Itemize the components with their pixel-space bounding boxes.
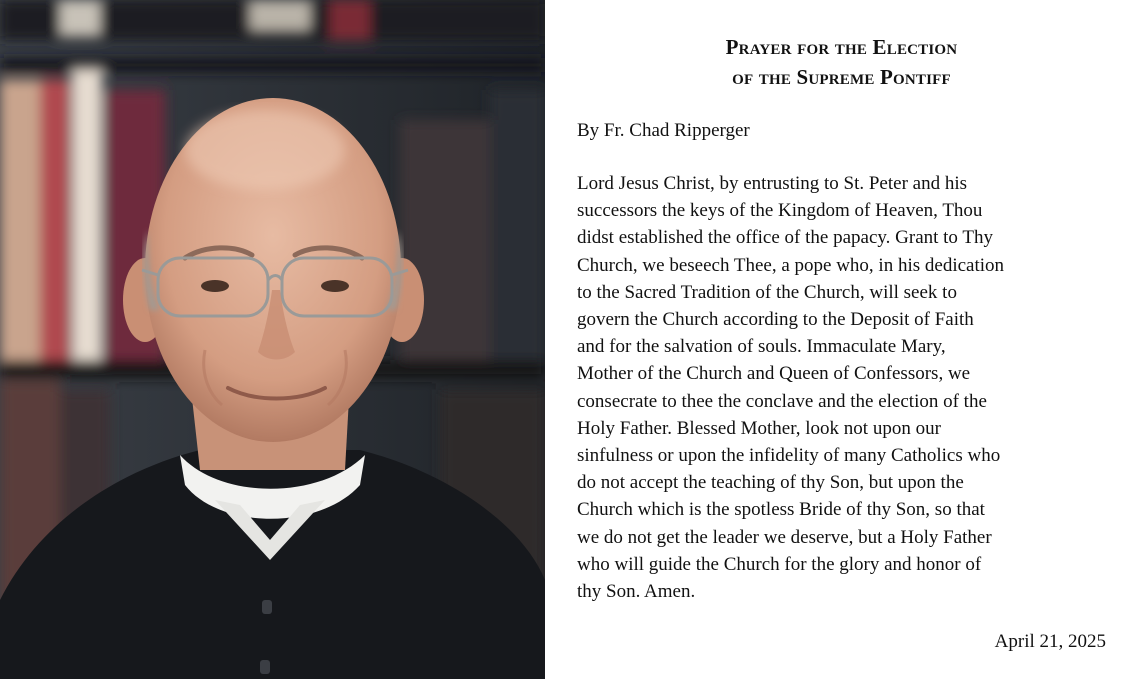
prayer-line: Church, we beseech Thee, a pope who, in his dedication xyxy=(577,254,1005,276)
prayer-line: sinfulness or upon the infidelity of many Catholics who xyxy=(577,445,1001,467)
right-eye xyxy=(321,280,349,292)
prayer-line: and for the salvation of souls. Immaculate Mary, xyxy=(577,336,946,358)
title-line-2: of the Supreme Pontiff xyxy=(732,65,951,89)
portrait-illustration xyxy=(0,0,545,679)
prayer-line: successors the keys of the Kingdom of Heaven, Thou xyxy=(577,200,983,222)
cassock-button xyxy=(260,660,270,674)
left-eye xyxy=(201,280,229,292)
prayer-line: thy Son. Amen. xyxy=(577,581,696,603)
prayer-line: we do not get the leader we deserve, but a Holy Father xyxy=(577,526,992,548)
prayer-line: Mother of the Church and Queen of Confessors, we xyxy=(577,363,971,385)
priest-portrait-photo xyxy=(0,0,545,679)
prayer-body xyxy=(577,170,1112,605)
prayer-line: Holy Father. Blessed Mother, look not upon our xyxy=(577,417,941,439)
title-line-1: Prayer for the Election xyxy=(725,35,958,59)
prayer-line: to the Sacred Tradition of the Church, will seek to xyxy=(577,281,957,303)
prayer-line: didst established the office of the papacy. Grant to Thy xyxy=(577,227,993,249)
prayer-line: Church which is the spotless Bride of thy Son, so that xyxy=(577,499,985,521)
prayer-line: Lord Jesus Christ, by entrusting to St. Peter and his xyxy=(577,173,968,194)
prayer-date: April 21, 2025 xyxy=(994,631,1106,652)
prayer-line: consecrate to thee the conclave and the election of the xyxy=(577,390,987,412)
cassock-button xyxy=(262,600,272,614)
prayer-text-panel xyxy=(545,0,1130,679)
prayer-line: govern the Church according to the Deposit of Faith xyxy=(577,309,974,331)
author-byline: By Fr. Chad Ripperger xyxy=(577,120,750,141)
prayer-title xyxy=(577,32,1106,92)
prayer-line: who will guide the Church for the glory and honor of xyxy=(577,553,982,575)
prayer-line: do not accept the teaching of thy Son, but upon the xyxy=(577,472,964,494)
